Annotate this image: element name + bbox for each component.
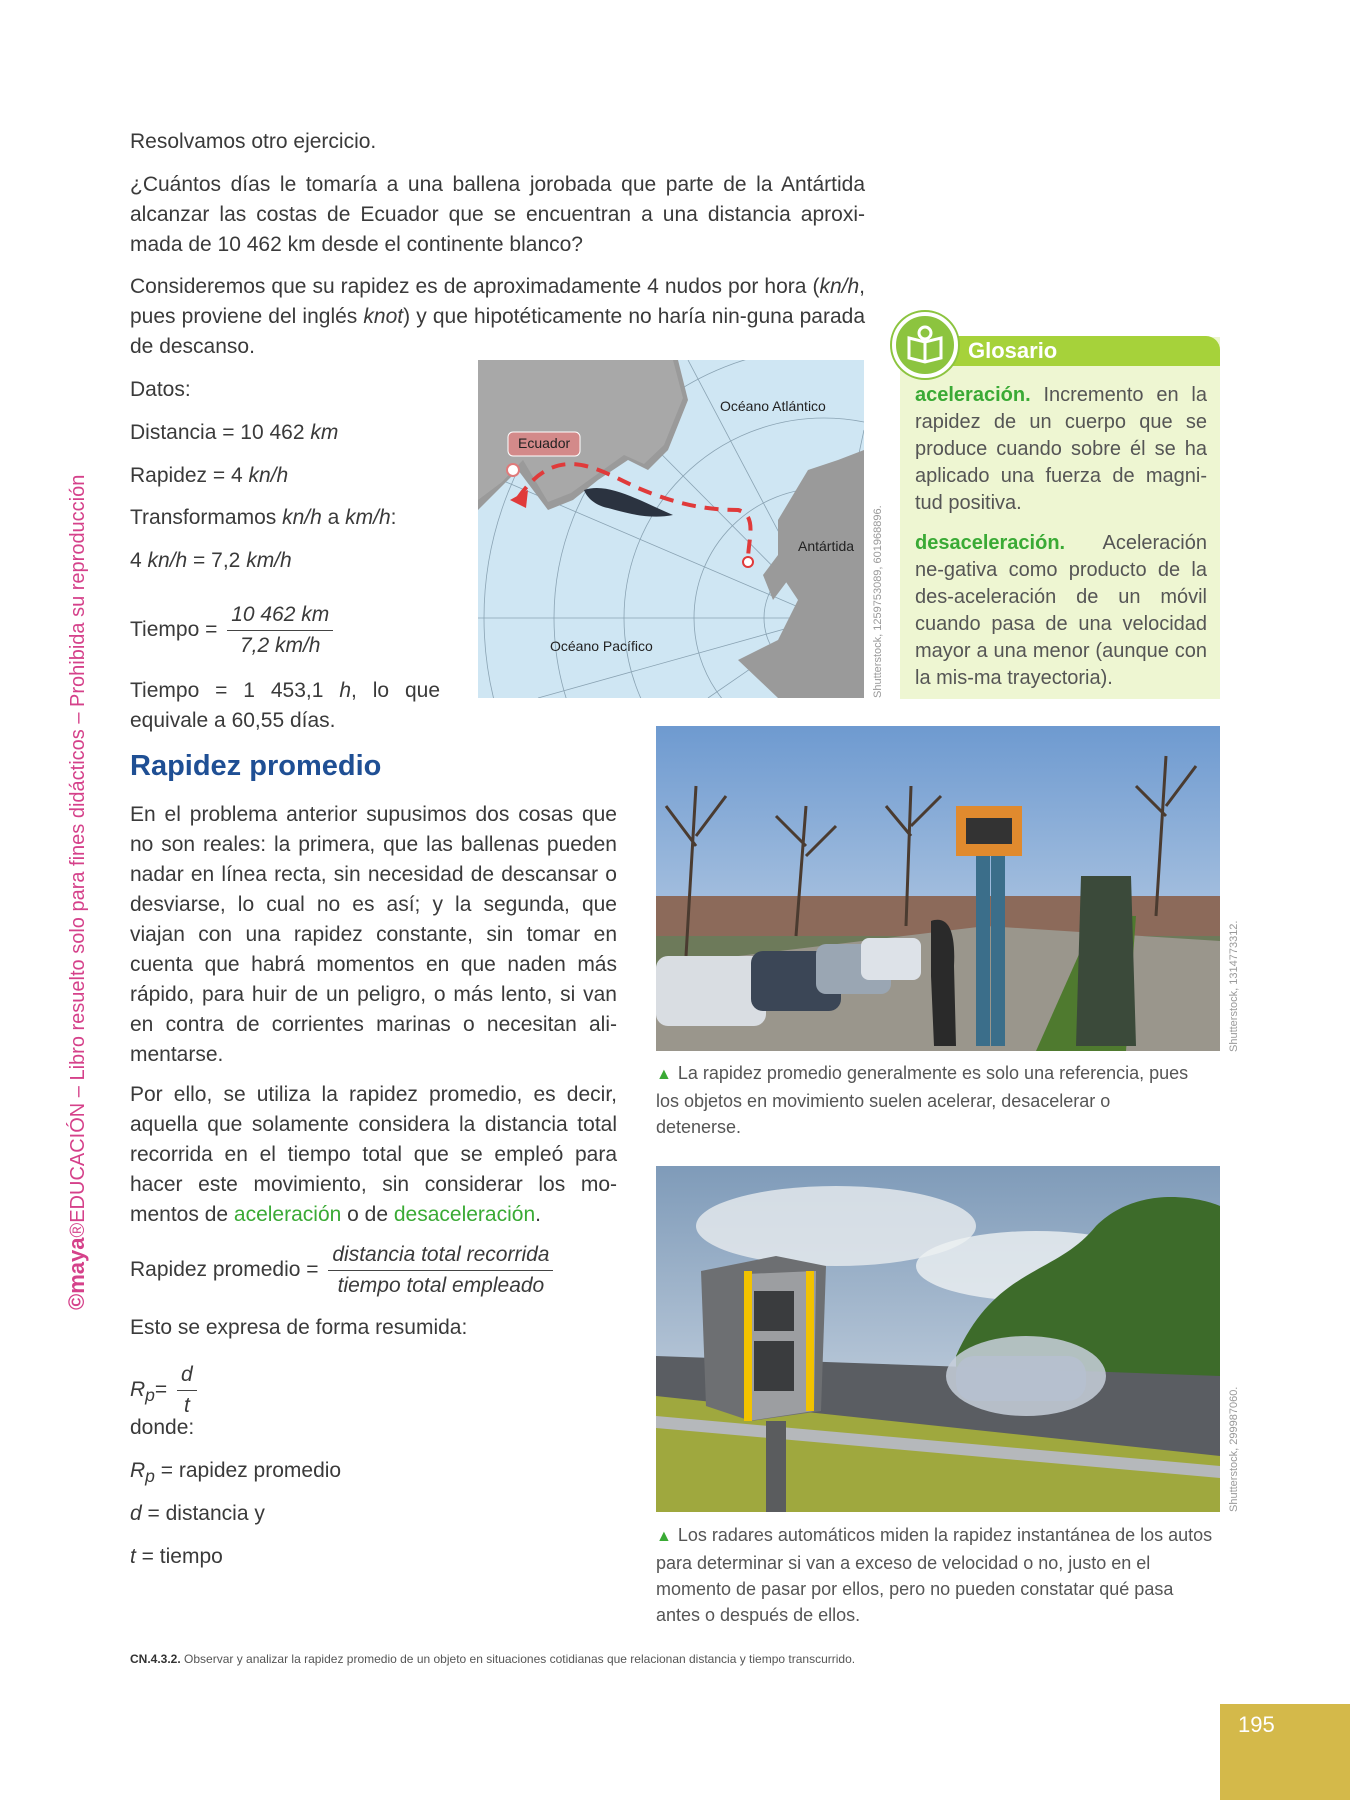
formula-numerator: distancia total recorrida — [328, 1240, 553, 1271]
summary-line: Esto se expresa de forma resumida: — [130, 1316, 468, 1339]
map-credit: Shutterstock, 1259753089, 601968896. — [872, 505, 884, 698]
caption-triangle-icon: ▲ — [656, 1066, 672, 1083]
tiempo-denominator: 7,2 km/h — [239, 634, 321, 657]
speed-camera-road-photo — [656, 726, 1220, 1051]
intro-question: ¿Cuántos días le tomaría a una ballena jorobada que parte de la Antártida alcanzar las costas de Ecuador que se encuentran a una distancia aproxi-mada de 10 462 km desde el continente blanco? — [130, 173, 865, 256]
tiempo-numerator: 10 462 km — [227, 600, 333, 631]
book-icon — [892, 312, 958, 378]
tiempo-result: Tiempo = 1 453,1 h, lo que equivale a 60,55 días. — [130, 679, 441, 732]
map-label-atlantico: Océano Atlántico — [720, 398, 826, 414]
map-label-ecuador: Ecuador — [518, 435, 571, 451]
datos-distancia: Distancia = 10 462 km — [130, 421, 339, 444]
section-title: Rapidez promedio — [130, 750, 382, 782]
datos-conversion: 4 kn/h = 7,2 km/h — [130, 549, 292, 572]
def-rp: $R_p$ = rapidez promedio — [130, 1459, 342, 1487]
glossary-title: Glosario — [968, 338, 1058, 363]
section-paragraph-1: En el problema anterior supusimos dos cosas que no son reales: la primera, que las ballenas pueden nadar en línea recta, sin necesidad de descansar o desviarse, lo cual no es así; y la segunda, que viajan con una rapidez constante, sin tomar en cuenta que habrá momentos en que naden más rápido, para huir de un peligro, o más lento, si van en contra de corrientes marinas o necesitan ali-mentarse. — [130, 803, 617, 1066]
glossary-entry-aceleracion: aceleración. Incremento en la rapidez de un cuerpo que se produce cuando sobre él se ha aplicado una fuerza de magni-tud positiva. — [915, 384, 1207, 514]
publisher-brand: ©maya — [64, 1237, 89, 1310]
caption-triangle-icon: ▲ — [656, 1528, 672, 1545]
map-label-pacifico: Océano Pacífico — [550, 638, 653, 654]
photo2-caption: ▲ Los radares automáticos miden la rapidez instantánea de los autos para determinar si van a exceso de velocidad o no, justo en el momento de pasar por ellos, pero no pueden constatar qué pasa antes o después de ellos. — [656, 1525, 1213, 1625]
copyright-sidebar — [64, 475, 90, 1310]
datos-rapidez: Rapidez = 4 kn/h — [130, 464, 289, 487]
photo2-credit: Shutterstock, 299987060. — [1228, 1386, 1240, 1512]
copyright-text: ®EDUCACIÓN – Libro resuelto solo para fines didácticos – Prohibida su reproducción — [67, 474, 89, 1238]
intro-line: Resolvamos otro ejercicio. — [130, 130, 377, 153]
average-speed-formula: Rapidez promedio = $\frac{\text{distancia total recorrida}}{\text{tiempo total empleado}}$ — [130, 1240, 553, 1301]
glossary-entry-desaceleracion: desaceleración. Aceleración ne-gativa como producto de la des-aceleración de un móvil cuando pasa de una velocidad mayor a una menor (aunque con la mis-ma trayectoria). — [915, 532, 1207, 689]
radar-car-photo — [656, 1166, 1220, 1512]
rp-formula: $R_p=$ $\frac{d}{t}$ — [130, 1360, 197, 1421]
def-t: t = tiempo — [130, 1545, 223, 1568]
section-paragraph-2: Por ello, se utiliza la rapidez promedio, es decir, aquella que solamente considera la distancia total recorrida en el tiempo total que se empleó para hacer este movimiento, sin considerar los mo-mentos de aceleración o de desaceleración. — [130, 1083, 617, 1226]
tiempo-formula: Tiempo = $\frac{10 462 km}{7,2 km/h}$ — [130, 600, 333, 661]
photo1-caption: ▲ La rapidez promedio generalmente es solo una referencia, pues los objetos en movimiento suelen acelerar, desacelerar o detenerse. — [656, 1063, 1189, 1137]
intro-assumption: Consideremos que su rapidez es de aproximadamente 4 nudos por hora (kn/h, pues proviene del inglés knot) y que hipotéticamente no haría nin-guna parada de descanso. — [130, 275, 866, 358]
def-d: d = distancia y — [130, 1502, 265, 1525]
page-number: 195 — [1238, 1712, 1275, 1737]
whale-route-map — [478, 360, 864, 698]
formula-denominator: tiempo total empleado — [337, 1274, 545, 1297]
donde-label: donde: — [130, 1416, 195, 1439]
photo1-credit: Shutterstock, 1314773312. — [1228, 920, 1240, 1052]
curriculum-footer: CN.4.3.2. Observar y analizar la rapidez promedio de un objeto en situaciones cotidianas que relacionan distancia y tiempo transcurrido. — [130, 1652, 856, 1666]
map-label-antartida: Antártida — [798, 538, 855, 554]
datos-label: Datos: — [130, 378, 191, 401]
datos-transform: Transformamos kn/h a km/h: — [130, 506, 397, 529]
